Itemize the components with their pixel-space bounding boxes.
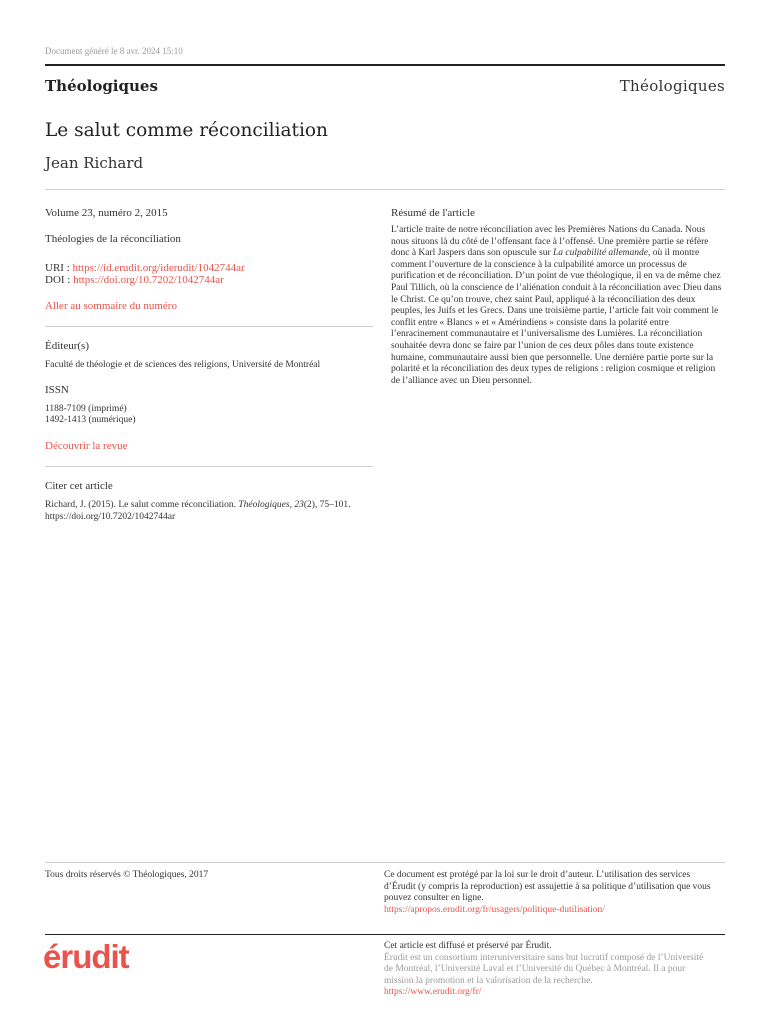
doi-line [45, 274, 224, 286]
abstract-part2: , où il montre comment l’ouverture de la conscience à la culpabilité amorce un processus de purification et de réconciliation. D’un point de vue théologique, il en va de même chez Paul Tillich, où la conscience de l’aliénation conduit à la réconciliation avec Dieu dans le Christ. Ce qu’on trouve, chez saint Paul, appliqué à la réconciliation des deux peuples, les Juifs et les Grecs. Dans une troisième partie, l’article fait voir comment le conflit entre « Blancs » et « Amérindiens » consiste dans la polarité entre l’enracinement communautaire et l’universalisme des Lumières. La réconciliation souhaitée devra donc se faire par l’union de ces deux pôles dans toute existence humaine, communautaire aussi bien que personnelle. Une dernière partie porte sur la polarité et la réconciliation des deux types de religions : religion cosmique et religion de l’alliance avec un Dieu personnel. [391, 248, 722, 386]
diffusion-text: Cet article est diffusé et préservé par Érudit. [384, 941, 552, 951]
issn-label: ISSN [45, 384, 69, 396]
policy-link[interactable]: https://apropos.erudit.org/fr/usagers/politique-dutilisation/ [384, 904, 605, 915]
header-rule [45, 64, 725, 66]
footer-rule [45, 862, 725, 863]
section-rule [45, 466, 373, 467]
copyright-body: Ce document est protégé par la loi sur le droit d’auteur. L’utilisation des services d’Érudit (y compris la reproduction) est assujettie à sa politique d’utilisation que vous pouvez consulter en ligne. [384, 870, 711, 903]
abstract-part1: L’article traite de notre réconciliation avec les Premières Nations du Canada. Nous nous situons là du côté de l’offensant face à l’offensé. Une première partie se réfère donc à Karl Jaspers dans son opuscule sur [391, 225, 709, 259]
volume-info: Volume 23, numéro 2, 2015 [45, 207, 168, 219]
citation-text: Richard, J. (2015). Le salut comme réconciliation. Théologiques, 23(2), 75–101. https://doi.org/10.7202/1042744ar [45, 500, 351, 522]
copyright-text [384, 870, 714, 916]
footer-dark-rule [45, 934, 725, 935]
article-author: Jean Richard [45, 154, 144, 172]
journal-name: Théologiques [45, 77, 158, 95]
doi-label: DOI : [45, 274, 74, 286]
diffusion-block [384, 941, 714, 999]
abstract-label: Résumé de l'article [391, 207, 475, 219]
citation-doi: https://doi.org/10.7202/1042744ar [45, 511, 176, 522]
section-rule [45, 326, 373, 327]
issue-theme: Théologies de la réconciliation [45, 233, 181, 245]
citation-authors: Richard, J. (2015). Le salut comme réconciliation. [45, 500, 239, 510]
erudit-logo: érudit [43, 938, 129, 975]
doi-link[interactable]: https://doi.org/10.7202/1042744ar [73, 274, 224, 286]
abstract-italic: La culpabilité allemande [553, 248, 648, 259]
citation-journal: Théologiques [238, 500, 290, 510]
uri-label: URI : [45, 262, 73, 274]
erudit-link[interactable]: https://www.erudit.org/fr/ [384, 987, 482, 997]
issn-print: 1188-7109 (imprimé) [45, 404, 127, 414]
rights-text: Tous droits réservés © Théologiques, 2017 [45, 870, 209, 880]
citation-volume: 23 [294, 500, 304, 510]
title-rule [45, 189, 725, 190]
issn-digital: 1492-1413 (numérique) [45, 415, 136, 425]
discover-link[interactable]: Découvrir la revue [45, 440, 128, 452]
citation-label: Citer cet article [45, 480, 113, 492]
uri-line [45, 262, 245, 274]
generated-date: Document généré le 8 avr. 2024 15:10 [45, 46, 183, 56]
publisher-value: Faculté de théologie et de sciences des religions, Université de Montréal [45, 360, 321, 370]
publisher-label: Éditeur(s) [45, 340, 89, 352]
abstract-text [391, 225, 725, 387]
consortium-text: Érudit est un consortium interuniversitaire sans but lucratif composé de l’Université de Montréal, l’Université Laval et l’Université du Québec à Montréal. Il a pour mission la promotion et la valorisation de la recherche. [384, 952, 704, 986]
summary-link[interactable]: Aller au sommaire du numéro [45, 300, 177, 312]
article-title: Le salut comme réconciliation [45, 120, 328, 141]
journal-logo: Théologiques [619, 77, 725, 95]
uri-link[interactable]: https://id.erudit.org/iderudit/1042744ar [72, 262, 245, 274]
citation-pages: (2), 75–101. [303, 500, 351, 510]
